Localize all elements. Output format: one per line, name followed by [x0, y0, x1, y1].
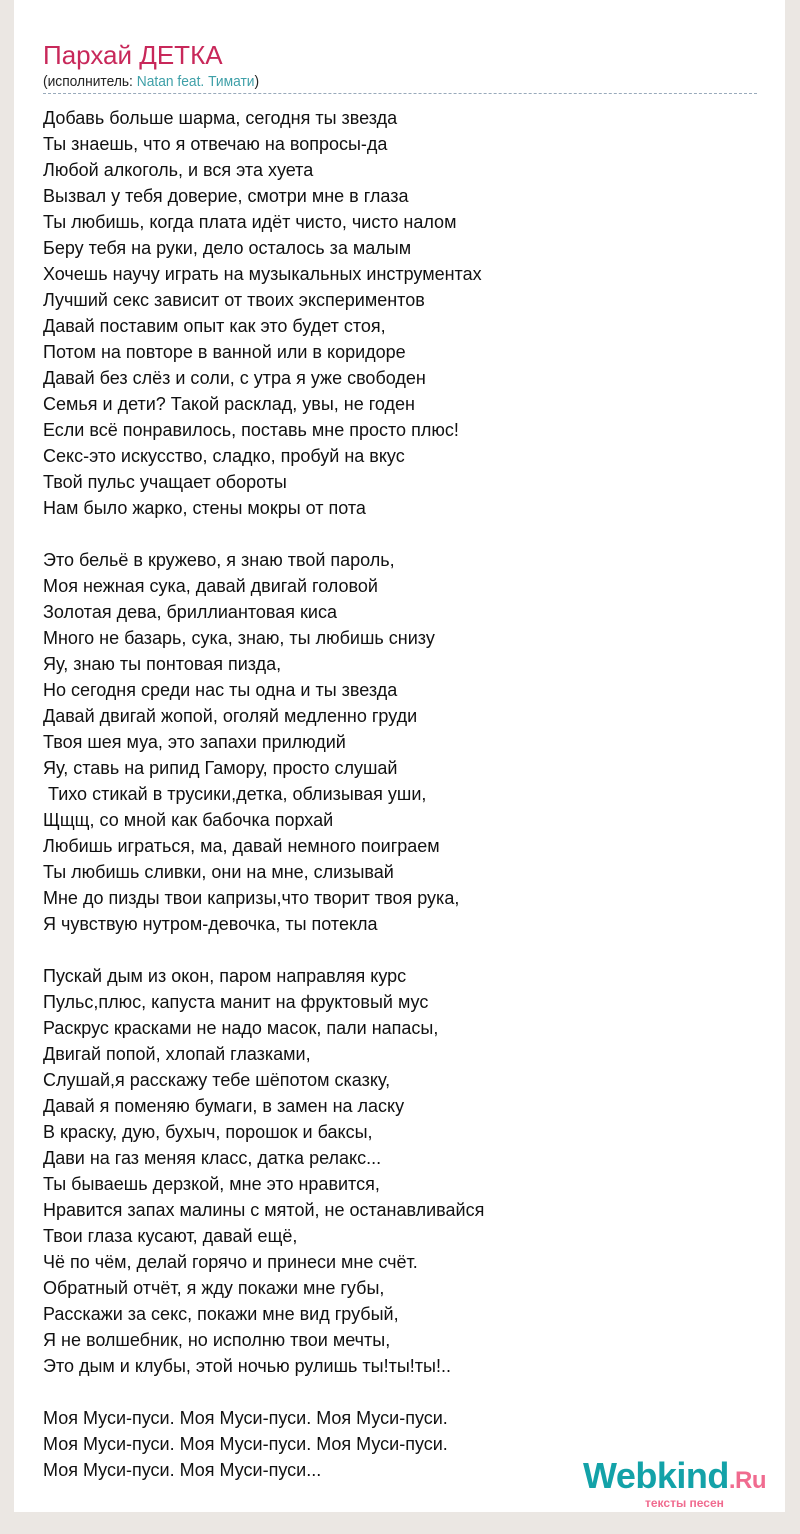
lyric-line: Давай без слёз и соли, с утра я уже свободен — [43, 368, 426, 388]
lyric-line: Золотая дева, бриллиантовая киса — [43, 602, 337, 622]
lyric-line: Это бельё в кружево, я знаю твой пароль, — [43, 550, 395, 570]
lyric-line: Секс-это искусство, сладко, пробуй на вкус — [43, 446, 405, 466]
lyric-line: Любой алкоголь, и вся эта хуета — [43, 160, 314, 180]
lyric-line: Ты любишь, когда плата идёт чисто, чисто налом — [43, 212, 457, 232]
lyric-line: Пульс,плюс, капуста манит на фруктовый мус — [43, 992, 429, 1012]
lyric-line: Семья и дети? Такой расклад, увы, не годен — [43, 394, 415, 414]
lyric-line: Вызвал у тебя доверие, смотри мне в глаза — [43, 186, 409, 206]
lyric-line — [43, 1379, 484, 1405]
lyric-line: Пускай дым из окон, паром направляя курс — [43, 966, 407, 986]
lyric-line: Твои глаза кусают, давай ещё, — [43, 1226, 298, 1246]
lyric-line: Хочешь научу играть на музыкальных инструментах — [43, 264, 482, 284]
lyric-line: Ты знаешь, что я отвечаю на вопросы-да — [43, 134, 388, 154]
lyric-line: Обратный отчёт, я жду покажи мне губы, — [43, 1278, 385, 1298]
lyric-line: Я чувствую нутром-девочка, ты потекла — [43, 914, 378, 934]
lyric-line: Дави на газ меняя класс, датка релакс... — [43, 1148, 382, 1168]
lyric-line: Чё по чём, делай горячо и принеси мне счёт. — [43, 1252, 418, 1272]
lyric-line: Нам было жарко, стены мокры от пота — [43, 498, 366, 518]
lyric-line: Любишь играться, ма, давай немного поиграем — [43, 836, 440, 856]
logo-tld: .Ru — [728, 1467, 767, 1494]
lyric-line: Нравится запах малины с мятой, не останавливайся — [43, 1200, 485, 1220]
lyric-line: Если всё понравилось, поставь мне просто плюс! — [43, 420, 459, 440]
lyric-line: Твой пульс учащает обороты — [43, 472, 287, 492]
lyric-line: Беру тебя на руки, дело осталось за малым — [43, 238, 412, 258]
lyric-line: Это дым и клубы, этой ночью рулишь ты!ты!ты!.. — [43, 1356, 451, 1376]
lyric-line: Но сегодня среди нас ты одна и ты звезда — [43, 680, 398, 700]
lyric-line: Моя Муси-пуси. Моя Муси-пуси... — [43, 1460, 322, 1480]
lyric-line: Лучший секс зависит от твоих экспериментов — [43, 290, 425, 310]
logo-subtitle: тексты песен — [645, 1496, 724, 1510]
lyric-line: Добавь больше шарма, сегодня ты звезда — [43, 108, 398, 128]
lyric-line: Двигай попой, хлопай глазками, — [43, 1044, 311, 1064]
lyric-line: Потом на повторе в ванной или в коридоре — [43, 342, 406, 362]
lyric-line: Яу, знаю ты понтовая пизда, — [43, 654, 282, 674]
lyric-line: Щщщ, со мной как бабочка порхай — [43, 810, 334, 830]
artist-link[interactable]: Natan feat. Тимати — [136, 73, 255, 90]
site-logo[interactable] — [583, 1457, 766, 1500]
lyric-line: Тихо стикай в трусики,детка, облизывая уши, — [43, 784, 427, 804]
lyric-line: Давай поставим опыт как это будет стоя, — [43, 316, 386, 336]
lyric-line: Много не базарь, сука, знаю, ты любишь снизу — [43, 628, 435, 648]
lyric-line — [43, 521, 484, 547]
lyric-line: Ты бываешь дерзкой, мне это нравится, — [43, 1174, 380, 1194]
song-title: Пархай ДЕТКА — [43, 40, 223, 70]
lyric-line: Слушай,я расскажу тебе шёпотом сказку, — [43, 1070, 391, 1090]
lyric-line: Я не волшебник, но исполню твои мечты, — [43, 1330, 391, 1350]
lyric-line: Ты любишь сливки, они на мне, слизывай — [43, 862, 394, 882]
logo-main: Webkind — [583, 1455, 729, 1496]
artist-line — [43, 73, 259, 91]
lyric-line: Моя Муси-пуси. Моя Муси-пуси. Моя Муси-пуси. — [43, 1408, 448, 1428]
artist-prefix: (исполнитель: — [43, 73, 137, 90]
lyric-line: Твоя шея муа, это запахи прилюдий — [43, 732, 346, 752]
lyric-line: Яу, ставь на рипид Гамору, просто слушай — [43, 758, 398, 778]
lyric-line: Моя Муси-пуси. Моя Муси-пуси. Моя Муси-пуси. — [43, 1434, 448, 1454]
lyric-line: Давай двигай жопой, оголяй медленно груди — [43, 706, 418, 726]
lyric-line: Расскажи за секс, покажи мне вид грубый, — [43, 1304, 399, 1324]
lyric-line: Мне до пизды твои капризы,что творит твоя рука, — [43, 888, 460, 908]
lyric-line: Давай я поменяю бумаги, в замен на ласку — [43, 1096, 405, 1116]
lyrics — [43, 105, 484, 1483]
divider — [43, 93, 757, 94]
lyric-line: В краску, дую, бухыч, порошок и баксы, — [43, 1122, 373, 1142]
lyric-line — [43, 937, 484, 963]
lyric-line: Моя нежная сука, давай двигай головой — [43, 576, 378, 596]
artist-suffix: ) — [254, 73, 260, 90]
lyric-line: Раскрус красками не надо масок, пали напасы, — [43, 1018, 439, 1038]
